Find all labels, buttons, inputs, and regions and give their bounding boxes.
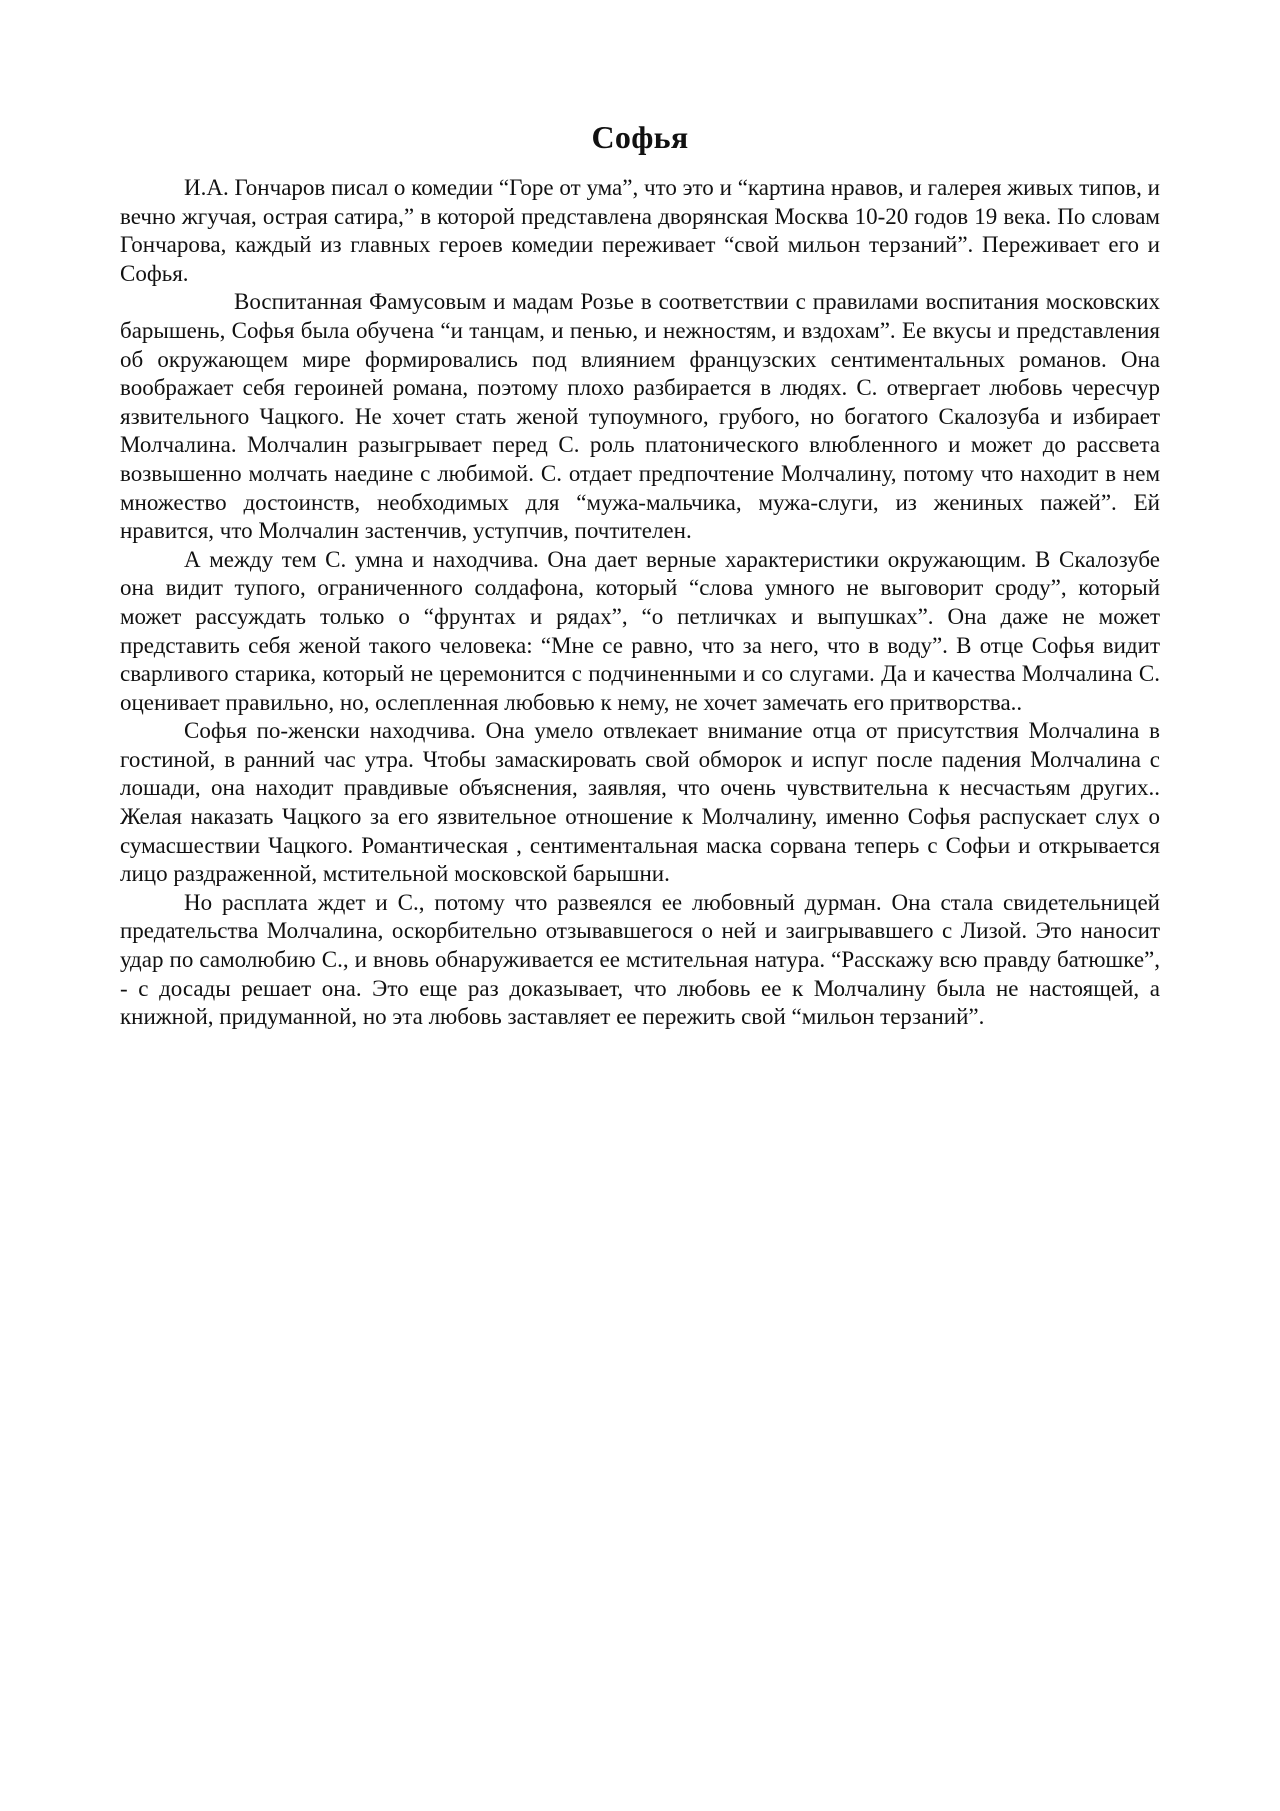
paragraph-intelligence: А между тем С. умна и находчива. Она дает верные характеристики окружающим. В Скалозубе она видит тупого, ограниченного солдафона, который “слова умного не выговорит сроду”, который может рассуждать только о “фрунтах и рядах”, “о петличках и выпушках”. Она даже не может представить себя женой такого человека: “Мне се равно, что за него, что в воду”. В отце Софья видит сварливого старика, который не церемонится с подчиненными и со слугами. Да и качества Молчалина С. оценивает правильно, но, ослепленная любовью к нему, не хочет замечать его притворства.. bbox=[120, 546, 1160, 715]
paragraph-retribution: Но расплата ждет и С., потому что развеялся ее любовный дурман. Она стала свидетельницей предательства Молчалина, оскорбительно отзывавшегося о ней и заигрывавшего с Лизой. Это наносит удар по самолюбию С., и вновь обнаруживается ее мстительная натура. “Расскажу всю правду батюшке”, - с досады решает она. Это еще раз доказывает, что любовь ее к Молчалину была не настоящей, а книжной, придуманной, но эта любовь заставляет ее пережить свой “мильон терзаний”. bbox=[120, 889, 1160, 1030]
paragraph-resourcefulness: Софья по-женски находчива. Она умело отвлекает внимание отца от присутствия Молчалина в гостиной, в ранний час утра. Чтобы замаскировать свой обморок и испуг после падения Молчалина с лошади, она находит правдивые объяснения, заявляя, что очень чувствительна к несчастьям других.. Желая наказать Чацкого за его язвительное отношение к Молчалину, именно Софья распускает слух о сумасшествии Чацкого. Романтическая , сентиментальная маска сорвана теперь с Софьи и открывается лицо раздраженной, мстительной московской барышни. bbox=[120, 718, 1160, 887]
paragraph-intro: И.А. Гончаров писал о комедии “Горе от ума”, что это и “картина нравов, и галерея живых типов, и вечно жгучая, острая сатира,” в которой представлена дворянская Москва 10-20 годов 19 века. По словам Гончарова, каждый из главных героев комедии переживает “свой мильон терзаний”. Переживает его и Софья. bbox=[120, 175, 1160, 286]
document-page bbox=[120, 118, 1160, 1032]
document-title: Софья bbox=[591, 119, 689, 155]
paragraph-upbringing: Воспитанная Фамусовым и мадам Розье в соответствии с правилами воспитания московских барышень, Софья была обучена “и танцам, и пенью, и нежностям, и вздохам”. Ее вкусы и представления об окружающем мире формировались под влиянием французских сентиментальных романов. Она воображает себя героиней романа, поэтому плохо разбирается в людях. С. отвергает любовь чересчур язвительного Чацкого. Не хочет стать женой тупоумного, грубого, но богатого Скалозуба и избирает Молчалина. Молчалин разыгрывает перед С. роль платонического влюбленного и может до рассвета возвышенно молчать наедине с любимой. С. отдает предпочтение Молчалину, потому что находит в нем множество достоинств, необходимых для “мужа-мальчика, мужа-слуги, из жениных пажей”. Ей нравится, что Молчалин застенчив, уступчив, почтителен. bbox=[120, 289, 1160, 544]
